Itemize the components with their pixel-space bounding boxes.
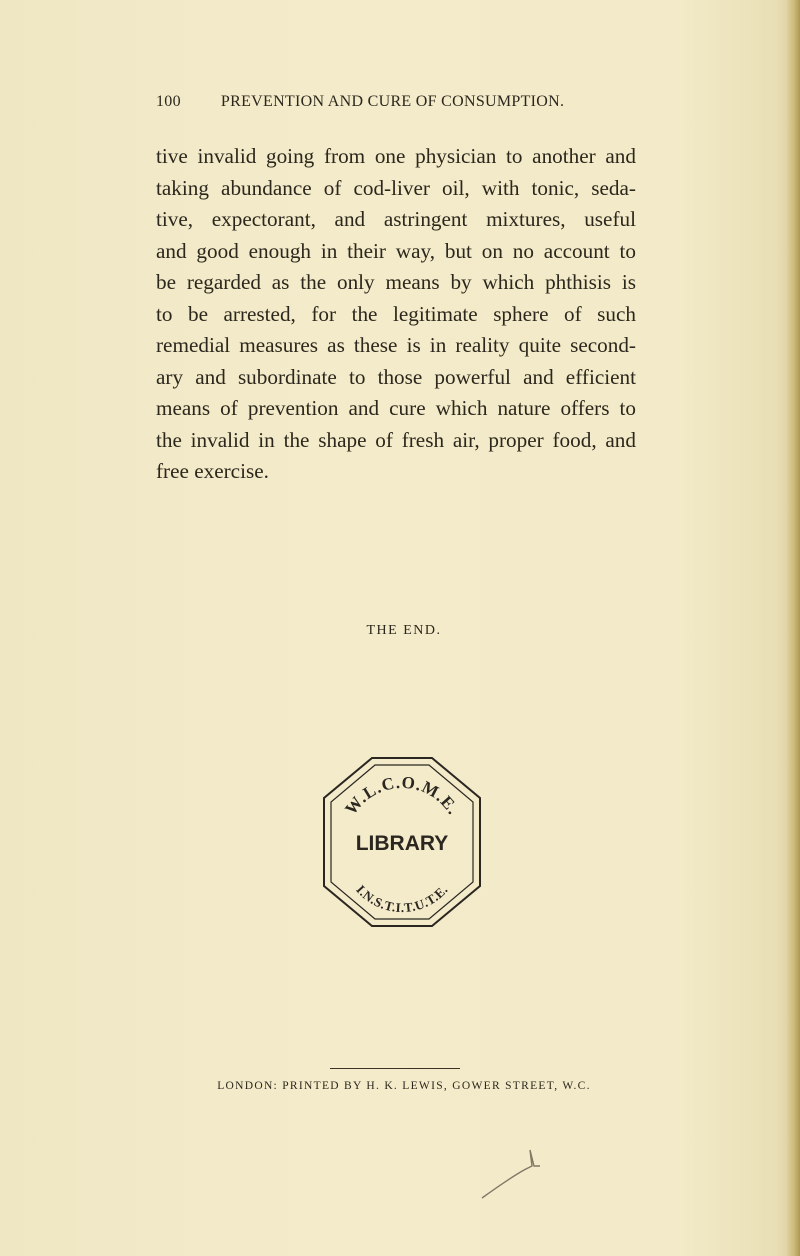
stamp-bottom-text: I.N.S.T.I.T.U.T.E.: [353, 881, 451, 916]
printer-imprint: LONDON: PRINTED BY H. K. LEWIS, GOWER STREET, W.C.: [217, 1080, 591, 1092]
text-line: free exercise.: [156, 459, 269, 483]
pencil-mark: [480, 1130, 560, 1200]
stamp-center-text: LIBRARY: [355, 832, 449, 855]
text-line: the invalid in the shape of fresh air, proper food, and: [156, 427, 636, 452]
body-paragraph: [156, 141, 636, 488]
text-line: remedial measures as these is in reality quite second-: [156, 333, 636, 357]
text-line: means of prevention and cure which nature offers to: [156, 396, 636, 420]
text-line: taking abundance of cod-liver oil, with tonic, seda-: [156, 175, 636, 200]
text-line: be regarded as the only means by which phthisis is: [156, 270, 636, 294]
stamp-top-text: W.L.C.O.M.E.: [341, 772, 464, 819]
text-line: and good enough in their way, but on no account to: [156, 238, 636, 263]
page-number: 100: [156, 93, 181, 110]
text-line: tive invalid going from one physician to another and: [156, 144, 636, 168]
text-line: tive, expectorant, and astringent mixtures, useful: [156, 207, 636, 231]
running-head: [156, 93, 636, 111]
imprint-rule: [330, 1068, 460, 1069]
running-head-title: PREVENTION AND CURE OF CONSUMPTION.: [220, 93, 565, 110]
text-line: ary and subordinate to those powerful and efficient: [156, 364, 636, 389]
text-line: to be arrested, for the legitimate sphere of such: [156, 301, 636, 326]
library-stamp: [312, 752, 492, 932]
the-end-text: THE END.: [366, 623, 442, 638]
